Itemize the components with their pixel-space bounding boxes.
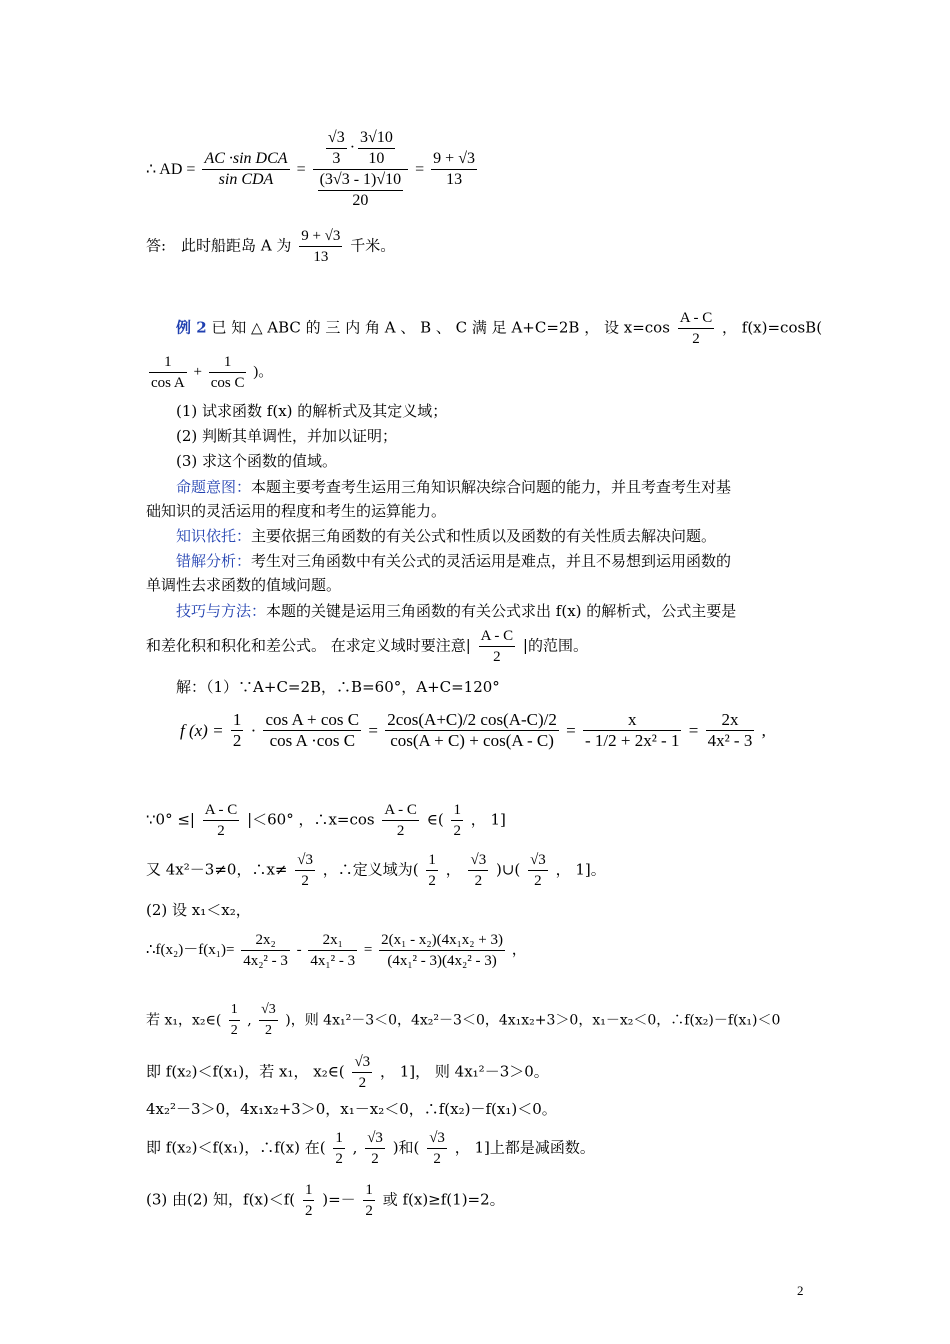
intent-line: 命题意图：本题主要考查考生运用三角知识解决综合问题的能力，并且考查考生对基: [176, 478, 732, 496]
case2-line2: 4x₂²－3＞0，4x₁x₂+3＞0，x₁－x₂＜0，∴f(x₂)－f(x₁)＜0。: [146, 1100, 557, 1118]
range-line: ∵0° ≤| $\frac{A - C}{2}$ |＜60° ，∴x=cos $\frac{A - C}{2}$ ∈( $\frac{1}{2}$ ， 1]: [146, 802, 506, 839]
tech-line2: 和差化积和积化和差公式。 在求定义域时要注意| $\frac{A - C}{2}$ |的范围。: [146, 628, 588, 665]
example-line2: $\frac{1}{\text{cos A}}$ + $\frac{1}{\text{cos C}}$ )。: [151, 354, 274, 391]
answer-line: 答: 此时船距岛 A 为 $\frac{9 + √3}{13}$ 千米。: [146, 228, 396, 265]
example-heading: 例 2 已 知 △ ABC 的 三 内 角 A 、 B 、 C 满 足 A+C=2B ， 设 x=cos $\frac{A - C}{2}$ ， f(x)=cosB(: [176, 310, 823, 347]
decreasing-line: 即 f(x₂)＜f(x₁)，∴f(x) 在( $\frac{1}{2}$ , $\frac{√3}{2}$ )和( $\frac{√3}{2}$ ， 1]上都是减函数。: [146, 1130, 595, 1167]
fraction: $\frac{\text{AC ·sin DCA}}{\text{sin CDA}}$: [204, 150, 288, 188]
question-2: (2) 判断其单调性，并加以证明；: [176, 427, 398, 445]
page-number: 2: [797, 1283, 804, 1298]
tech-line: 技巧与方法：本题的关键是运用三角函数的有关公式求出 f(x) 的解析式，公式主要是: [176, 602, 737, 620]
fx-equation: f (x) = $\frac{1}{2}$ · $\frac{\text{cos A + cos C}}{\text{cos A ·cos C}}$ = $\frac{2\cos(A+C)/2 \cos(A-C)/2}{\cos(A + C) + \cos(A - C)}$ = $\frac{x}{\text{- 1/2 + 2x² - 1}}$ = $\frac{2x}{\text{4x² - 3}}$ ,: [180, 710, 766, 750]
ad-equation: ∴ AD = $\frac{\text{AC ·sin DCA}}{\text{sin CDA}}$ = $\frac{√3}{3}$ · $\frac{3√10}{10}$ $\frac{(3√3 - 1)√10}{20}$ = $\frac{9 + √3}{13}$: [146, 129, 475, 209]
part3-line: (3) 由(2) 知，f(x)＜f( $\frac{1}{2}$ )=－ $\frac{1}{2}$ 或 f(x)≥f(1)=2。: [146, 1182, 505, 1219]
fraction: $\frac{A - C}{2}$: [679, 310, 713, 347]
fraction: $\frac{9 + √3}{13}$: [301, 228, 341, 265]
solution-step1: 解：（1）∵A+C=2B，∴B=60°，A+C=120°: [176, 678, 500, 696]
intent-line2: 础知识的灵活运用的程度和考生的运算能力。: [146, 502, 447, 520]
compound-fraction: $\frac{√3}{3}$ · $\frac{3√10}{10}$ $\frac{(3√3 - 1)√10}{20}$: [313, 128, 409, 211]
question-3: (3) 求这个函数的值域。: [176, 452, 338, 470]
error-line: 错解分析：考生对三角函数中有关公式的灵活运用是难点，并且不易想到运用函数的: [176, 552, 732, 570]
question-1: (1) 试求函数 f(x) 的解析式及其定义域；: [176, 402, 448, 420]
error-line2: 单调性去求函数的值域问题。: [146, 576, 342, 594]
case2-line: 即 f(x₂)＜f(x₁)，若 x₁， x₂∈( $\frac{√3}{2}$ ， 1]， 则 4x₁²－3＞0。: [146, 1054, 549, 1091]
fraction: $\frac{9 + √3}{13}$: [433, 150, 475, 188]
case1-line: 若 x₁，x₂∈( $\frac{1}{2}$ , $\frac{√3}{2}$ )，则 4x₁²－3＜0，4x₂²－3＜0，4x₁x₂+3＞0，x₁－x₂＜0，∴f(x₂)－f(x₁)＜0: [146, 1002, 781, 1038]
domain-line: 又 4x²－3≠0，∴x≠ $\frac{√3}{2}$ ，∴定义域为( $\frac{1}{2}$ ， $\frac{√3}{2}$ )∪( $\frac{√3}{2}$ ， 1]。: [146, 852, 606, 889]
difference-equation: ∴f(x₂)－f(x₁)= $\frac{\text{2x₂}}{\text{4x₂² - 3}}$ - $\frac{\text{2x₁}}{\text{4x₁² - 3}}$ = $\frac{\text{2(x₁ - x₂)(4x₁x₂ + 3)}}{\text{(4x₁² - 3)(4x₂² - 3)}}$ ，: [146, 932, 527, 969]
basis-line: 知识依托：主要依据三角函数的有关公式和性质以及函数的有关性质去解决问题。: [176, 527, 717, 545]
part2-line: (2) 设 x₁＜x₂，: [146, 901, 251, 919]
